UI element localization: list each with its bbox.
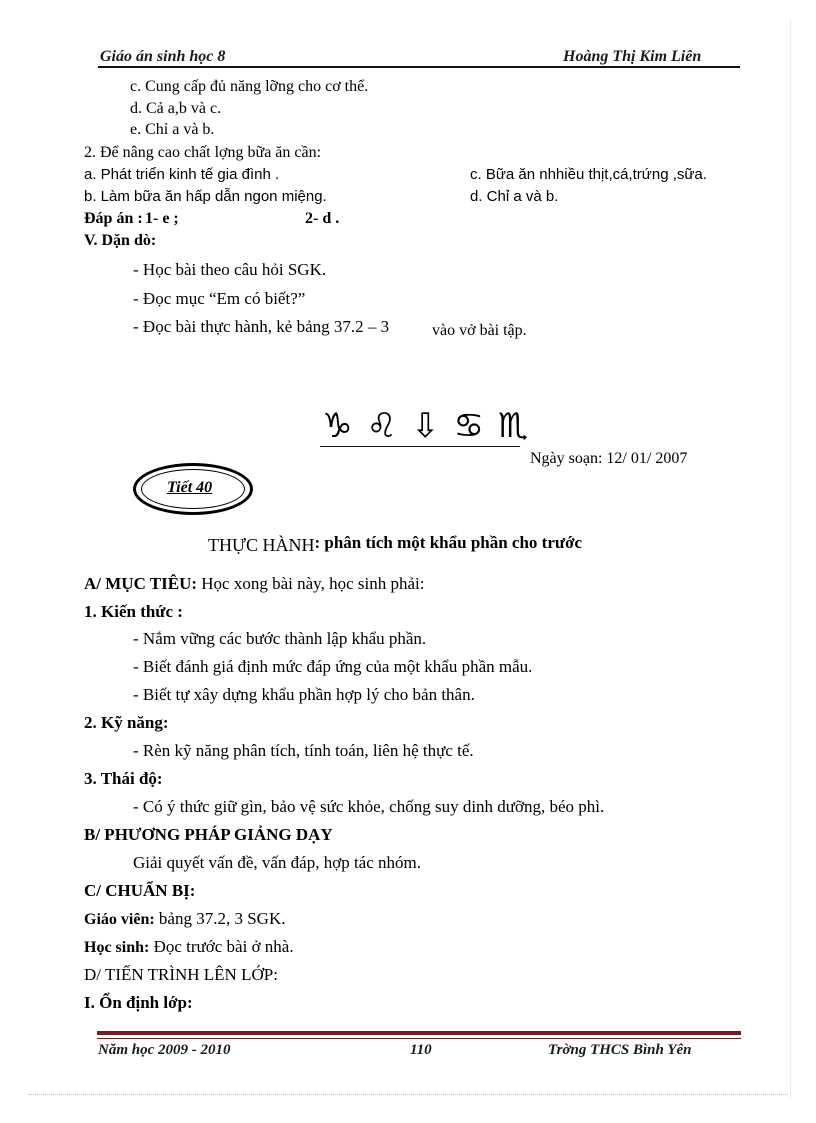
knowledge-heading: 1. Kiến thức :	[84, 602, 183, 621]
lesson-title-prefix: THỰC HÀNH	[208, 535, 315, 555]
page-edge-guide-bottom	[28, 1094, 788, 1095]
quiz-q2-option-a: a. Phát triển kinh tế gia đình .	[84, 166, 280, 183]
homework-item-1: - Học bài theo câu hỏi SGK.	[133, 260, 327, 279]
page-edge-guide-right	[790, 20, 791, 1100]
knowledge-item-2: - Biết đánh giá định mức đáp ứng của một khẩu phần mẫu.	[133, 657, 533, 676]
prep-teacher	[84, 909, 285, 929]
attitude-heading: 3. Thái độ:	[84, 769, 163, 788]
lesson-title-rest: : phân tích một khẩu phần cho trước	[314, 533, 583, 552]
attitude-item-1: - Có ý thức giữ gìn, bảo vệ sức khỏe, chống suy dinh dưỡng, béo phì.	[133, 797, 605, 816]
header-left: Giáo án sinh học 8	[100, 48, 226, 65]
answer-2: 2- d .	[305, 210, 340, 227]
objectives-heading	[84, 574, 424, 594]
footer-rule-thick	[97, 1031, 741, 1035]
quiz-question-2: 2. Để nâng cao chất lợng bữa ăn cần:	[84, 144, 322, 161]
footer-rule-thin	[97, 1038, 741, 1039]
answer-label: Đáp án :	[84, 210, 143, 227]
homework-item-3: - Đọc bài thực hành, kẻ bảng 37.2 – 3	[133, 317, 390, 336]
homework-heading: V. Dặn dò:	[84, 232, 157, 249]
lesson-badge-label: Tiết 40	[167, 479, 213, 496]
prep-student-label: Học sinh:	[84, 939, 150, 956]
lesson-title	[208, 535, 582, 556]
quiz-q1-option-c: c. Cung cấp đủ năng lỡng cho cơ thể.	[130, 78, 369, 95]
methods-heading: B/ PHƯƠNG PHÁP GIẢNG DẠY	[84, 825, 333, 844]
prep-date: Ngày soạn: 12/ 01/ 2007	[530, 450, 688, 467]
quiz-q2-option-b: b. Làm bữa ăn hấp dẫn ngon miệng.	[84, 188, 327, 205]
homework-item-3-tail: vào vở bài tập.	[432, 322, 527, 339]
prep-student-text: Đọc trước bài ở nhà.	[149, 937, 294, 956]
prep-heading: C/ CHUẨN BỊ:	[84, 881, 196, 900]
header-right: Hoàng Thị Kim Liên	[563, 48, 702, 65]
skills-item-1: - Rèn kỹ năng phân tích, tính toán, liên hệ thực tế.	[133, 741, 474, 760]
quiz-q2-option-c: c. Bữa ăn nhhiều thịt,cá,trứng ,sữa.	[470, 166, 707, 183]
answer-1: 1- e ;	[145, 210, 179, 227]
quiz-q1-option-e: e. Chỉ a và b.	[130, 121, 215, 138]
quiz-q2-option-d: d. Chỉ a và b.	[470, 188, 559, 205]
header-rule	[98, 66, 740, 68]
footer-right: Trờng THCS Bình Yên	[548, 1042, 692, 1058]
objectives-heading-label: A/ MỤC TIÊU:	[84, 574, 198, 593]
decorative-glyph-divider: ♑♌⇩♋♏	[322, 406, 543, 446]
knowledge-item-1: - Nắm vững các bước thành lập khẩu phần.	[133, 629, 427, 648]
footer-page-number: 110	[410, 1042, 432, 1058]
prep-student	[84, 937, 294, 957]
homework-item-2: - Đọc mục “Em có biết?”	[133, 289, 306, 308]
knowledge-item-3: - Biết tự xây dựng khẩu phần hợp lý cho bản thân.	[133, 685, 475, 704]
methods-text: Giải quyết vấn đề, vấn đáp, hợp tác nhóm.	[133, 853, 421, 872]
prep-teacher-label: Giáo viên:	[84, 911, 155, 928]
process-step-1: I. Ổn định lớp:	[84, 993, 193, 1012]
prep-teacher-text: bảng 37.2, 3 SGK.	[154, 909, 286, 928]
skills-heading: 2. Kỹ năng:	[84, 713, 169, 732]
glyph-underline	[320, 446, 520, 447]
quiz-q1-option-d: d. Cả a,b và c.	[130, 100, 222, 117]
process-heading: D/ TIẾN TRÌNH LÊN LỚP:	[84, 965, 278, 984]
objectives-heading-text: Học xong bài này, học sinh phải:	[197, 574, 425, 593]
footer-left: Năm học 2009 - 2010	[98, 1042, 231, 1058]
